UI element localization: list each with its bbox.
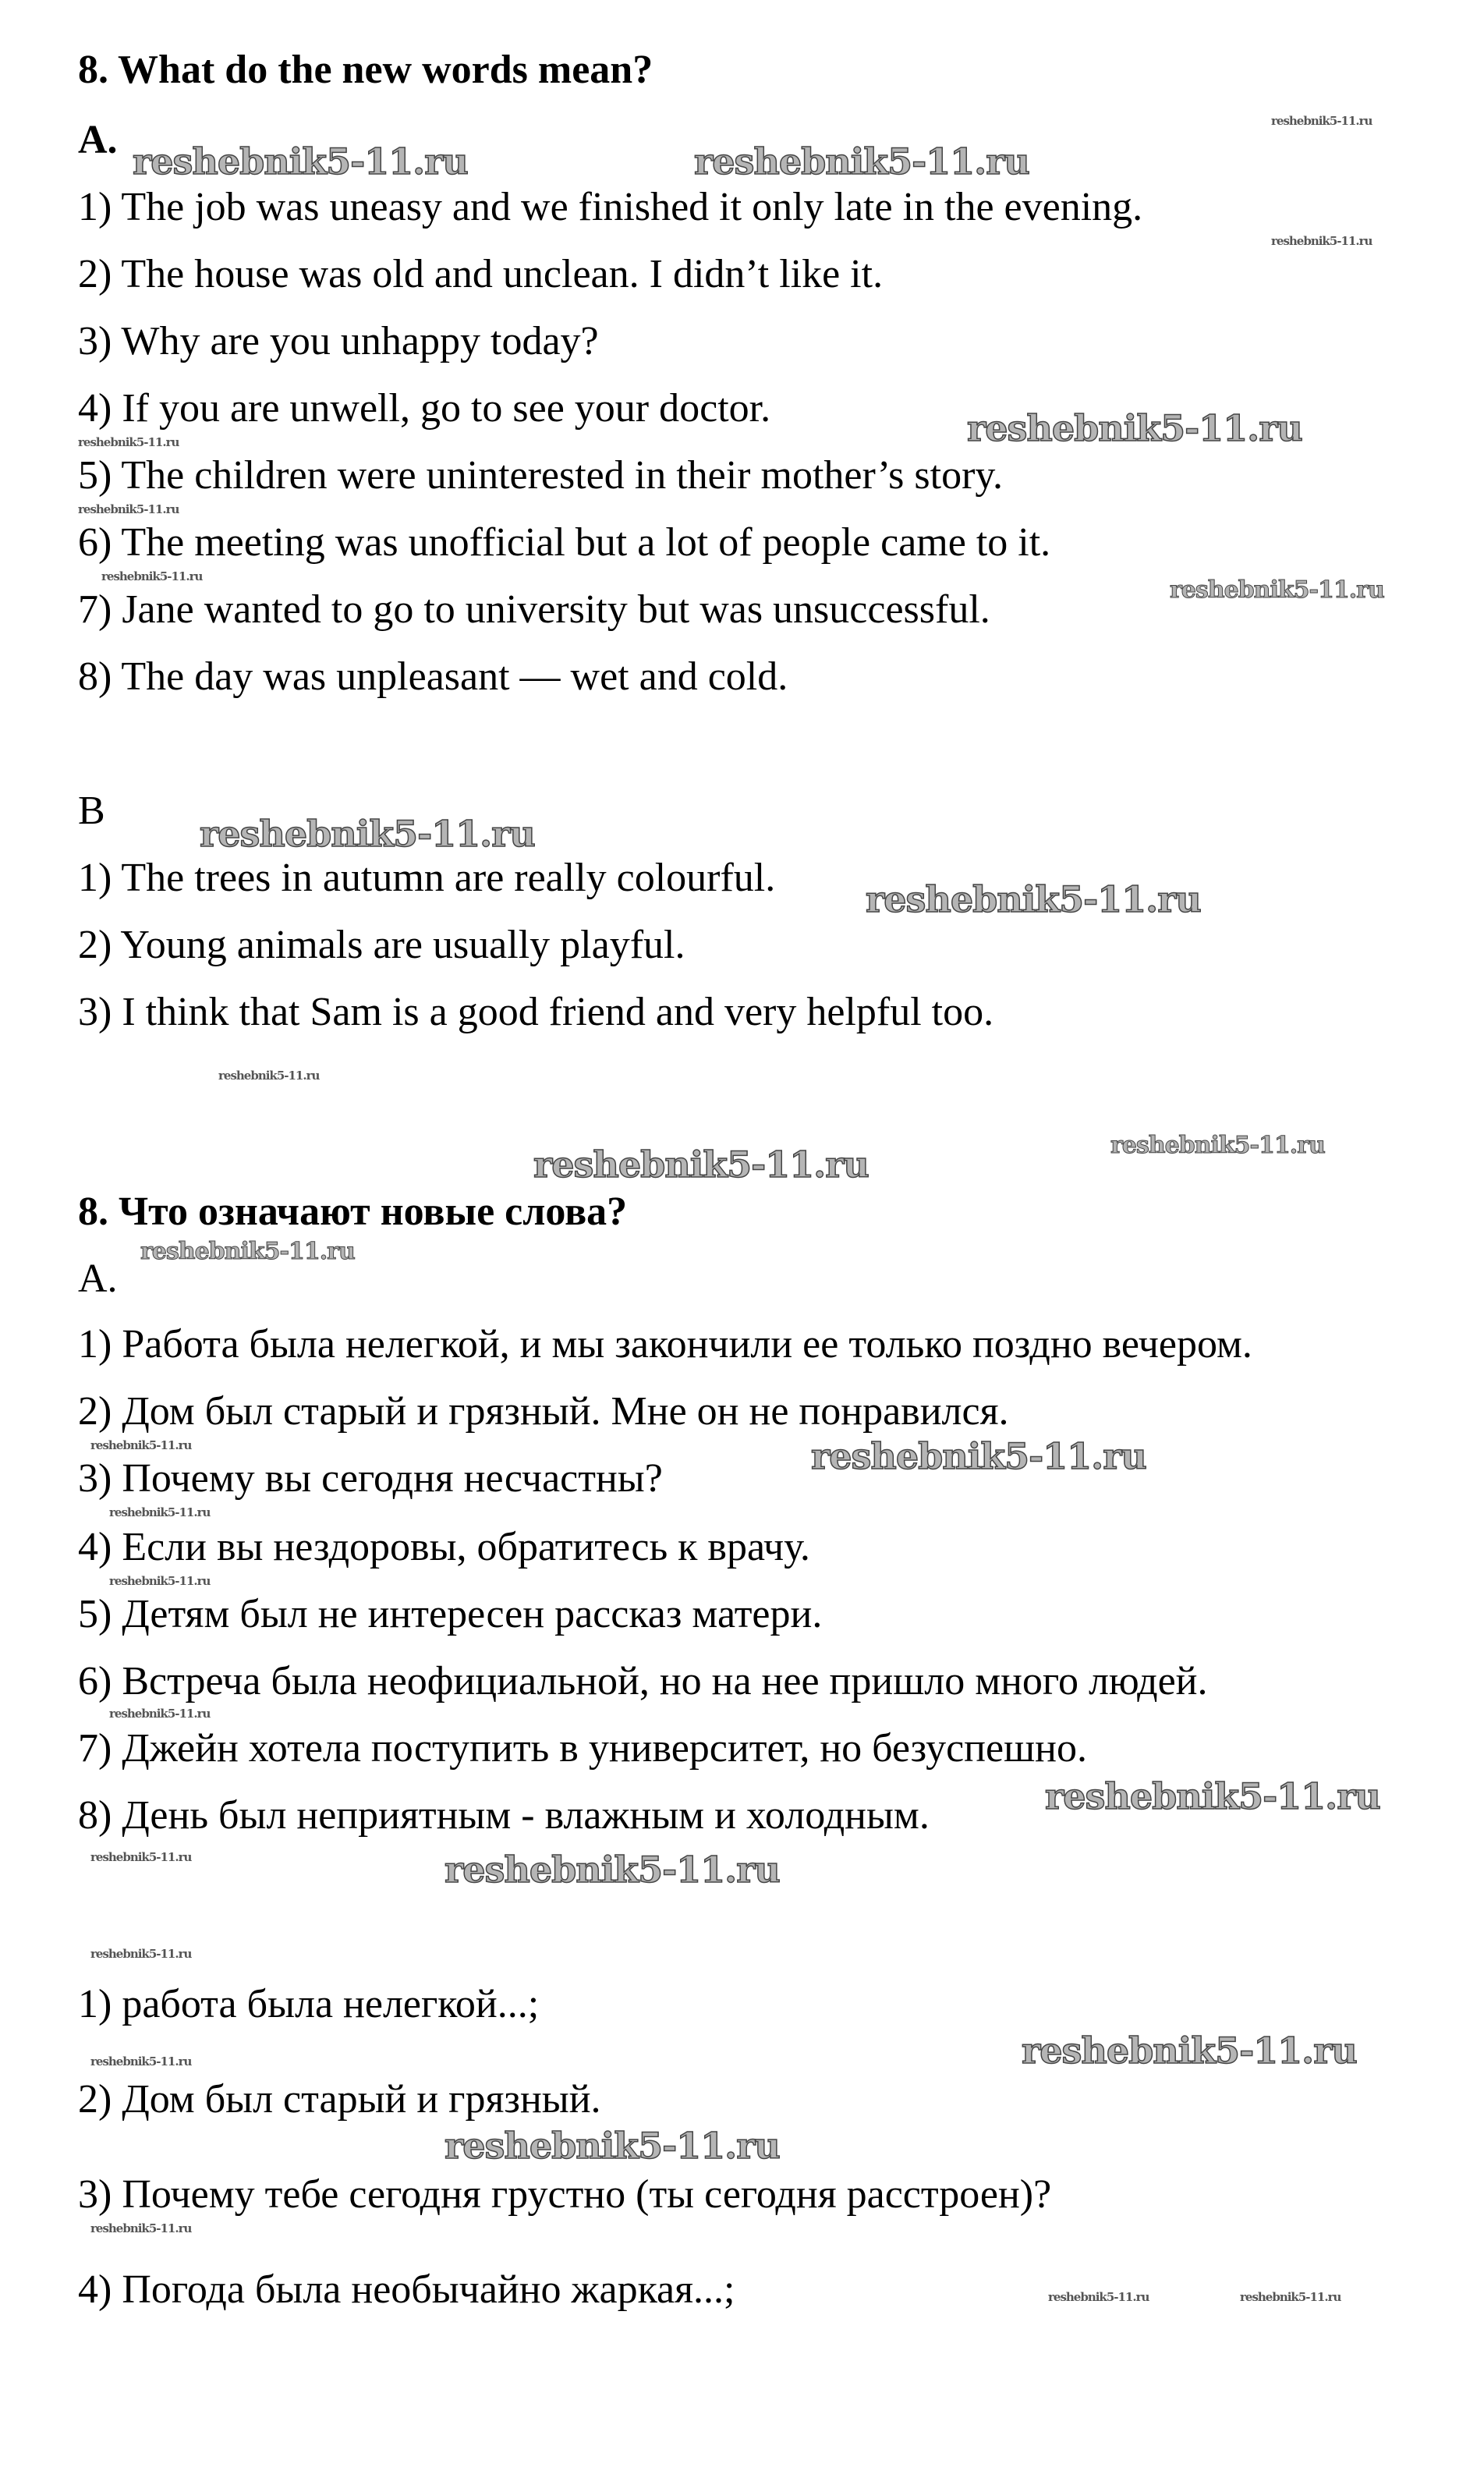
watermark: reshebnik5-11.ru [866,878,1201,920]
watermark: reshebnik5-11.ru [101,569,203,583]
watermark: reshebnik5-11.ru [694,140,1029,183]
list-item: 6) The meeting was unofficial but a lot of people came to it. [78,520,1051,565]
watermark: reshebnik5-11.ru [133,140,468,183]
watermark: reshebnik5-11.ru [533,1143,869,1186]
list-item: 8) День был неприятным - влажным и холодным. [78,1793,930,1838]
watermark: reshebnik5-11.ru [1170,576,1384,604]
watermark: reshebnik5-11.ru [1045,1775,1380,1817]
list-item: 4) If you are unwell, go to see your doctor. [78,386,771,431]
exercise-title-ru: 8. Что означают новые слова? [78,1189,628,1234]
list-item: 4) Если вы нездоровы, обратитесь к врачу. [78,1525,810,1569]
list-item: 2) The house was old and unclean. I didn’t like it. [78,252,884,296]
watermark: reshebnik5-11.ru [78,502,179,516]
list-item: 3) Why are you unhappy today? [78,319,599,363]
watermark: reshebnik5-11.ru [200,813,535,855]
list-item: 3) Почему тебе сегодня грустно (ты сегодня расстроен)? [78,2172,1052,2217]
list-item: 1) The job was uneasy and we finished it only late in the evening. [78,185,1143,229]
list-item: 3) Почему вы сегодня несчастны? [78,1456,663,1501]
watermark: reshebnik5-11.ru [78,435,179,449]
watermark: reshebnik5-11.ru [1271,234,1372,248]
list-item: 7) Джейн хотела поступить в университет, но безуспешно. [78,1726,1087,1771]
list-item: 4) Погода была необычайно жаркая...; [78,2267,735,2312]
watermark: reshebnik5-11.ru [109,1505,211,1519]
watermark: reshebnik5-11.ru [218,1069,320,1083]
list-item: 7) Jane wanted to go to university but was unsuccessful. [78,587,990,632]
section-a-label-ru: А. [78,1257,118,1301]
list-item: 2) Дом был старый и грязный. [78,2077,601,2122]
list-item: 1) работа была нелегкой...; [78,1982,540,2026]
list-item: 5) The children were uninterested in their mother’s story. [78,453,1004,498]
watermark: reshebnik5-11.ru [444,1849,780,1891]
watermark: reshebnik5-11.ru [90,2221,192,2235]
watermark: reshebnik5-11.ru [90,1850,192,1864]
list-item: 2) Дом был старый и грязный. Мне он не понравился. [78,1389,1009,1434]
watermark: reshebnik5-11.ru [1048,2290,1149,2304]
watermark: reshebnik5-11.ru [1110,1132,1325,1159]
watermark: reshebnik5-11.ru [1271,114,1372,128]
watermark: reshebnik5-11.ru [444,2125,780,2167]
list-item: 5) Детям был не интересен рассказ матери. [78,1592,823,1636]
list-item: 1) The trees in autumn are really colourful. [78,856,776,900]
watermark: reshebnik5-11.ru [90,1438,192,1452]
watermark: reshebnik5-11.ru [140,1238,355,1265]
list-item: 6) Встреча была неофициальной, но на нее пришло много людей. [78,1659,1208,1703]
watermark: reshebnik5-11.ru [109,1707,211,1721]
section-b-label: B [78,789,105,833]
watermark: reshebnik5-11.ru [1240,2290,1341,2304]
list-item: 1) Работа была нелегкой, и мы закончили ее только поздно вечером. [78,1322,1252,1367]
watermark: reshebnik5-11.ru [109,1574,211,1588]
watermark: reshebnik5-11.ru [811,1435,1146,1477]
section-a-label: A. [78,118,118,162]
list-item: 3) I think that Sam is a good friend and very helpful too. [78,990,994,1034]
list-item: 2) Young animals are usually playful. [78,923,685,967]
watermark: reshebnik5-11.ru [90,2054,192,2069]
watermark: reshebnik5-11.ru [1022,2030,1357,2072]
watermark: reshebnik5-11.ru [90,1947,192,1961]
list-item: 8) The day was unpleasant — wet and cold. [78,654,788,699]
watermark: reshebnik5-11.ru [967,407,1302,449]
exercise-title: 8. What do the new words mean? [78,48,653,92]
